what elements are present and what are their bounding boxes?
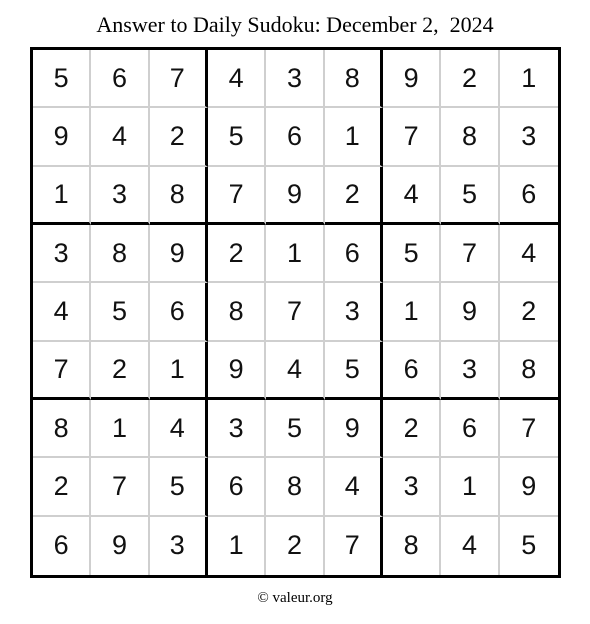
sudoku-cell: 7 [150,50,208,108]
sudoku-cell: 4 [325,458,383,516]
sudoku-cell: 7 [33,342,91,400]
sudoku-cell: 8 [91,225,149,283]
sudoku-cell: 9 [325,400,383,458]
sudoku-cell: 6 [33,517,91,575]
sudoku-cell: 8 [500,342,558,400]
sudoku-cell: 7 [266,283,324,341]
sudoku-cell: 9 [500,458,558,516]
sudoku-cell: 1 [500,50,558,108]
sudoku-cell: 2 [325,167,383,225]
sudoku-cell: 5 [33,50,91,108]
sudoku-cell: 5 [208,108,266,166]
sudoku-cell: 9 [266,167,324,225]
sudoku-cell: 3 [33,225,91,283]
sudoku-cell: 2 [500,283,558,341]
sudoku-cell: 7 [500,400,558,458]
sudoku-cell: 2 [33,458,91,516]
sudoku-cell: 6 [266,108,324,166]
sudoku-cell: 6 [91,50,149,108]
sudoku-cell: 9 [441,283,499,341]
sudoku-cell: 1 [150,342,208,400]
sudoku-cell: 9 [91,517,149,575]
sudoku-cell: 2 [266,517,324,575]
sudoku-cell: 1 [33,167,91,225]
sudoku-cell: 8 [208,283,266,341]
sudoku-cell: 8 [266,458,324,516]
sudoku-cell: 2 [91,342,149,400]
sudoku-cell: 3 [208,400,266,458]
sudoku-cell: 4 [266,342,324,400]
sudoku-cell: 9 [208,342,266,400]
sudoku-cell: 6 [500,167,558,225]
sudoku-cell: 5 [325,342,383,400]
sudoku-cell: 4 [150,400,208,458]
sudoku-cell: 3 [325,283,383,341]
sudoku-cell: 6 [383,342,441,400]
sudoku-cell: 9 [150,225,208,283]
sudoku-cell: 2 [383,400,441,458]
sudoku-cell: 6 [150,283,208,341]
sudoku-cell: 7 [91,458,149,516]
sudoku-cell: 4 [91,108,149,166]
sudoku-cell: 8 [150,167,208,225]
sudoku-cell: 7 [383,108,441,166]
sudoku-cell: 8 [325,50,383,108]
sudoku-cell: 6 [325,225,383,283]
sudoku-cell: 1 [383,283,441,341]
sudoku-cell: 3 [441,342,499,400]
sudoku-cell: 5 [150,458,208,516]
sudoku-grid [30,47,561,578]
sudoku-cell: 7 [441,225,499,283]
sudoku-cell: 4 [441,517,499,575]
sudoku-cell: 6 [208,458,266,516]
sudoku-cell: 1 [441,458,499,516]
sudoku-cell: 7 [325,517,383,575]
sudoku-cell: 5 [441,167,499,225]
sudoku-cell: 5 [266,400,324,458]
sudoku-cell: 3 [91,167,149,225]
page-title: Answer to Daily Sudoku: December 2, 2024 [96,12,494,37]
sudoku-cell: 2 [441,50,499,108]
sudoku-cell: 8 [441,108,499,166]
sudoku-cell: 2 [208,225,266,283]
sudoku-cell: 6 [441,400,499,458]
sudoku-cell: 9 [33,108,91,166]
sudoku-cell: 1 [91,400,149,458]
sudoku-cell: 9 [383,50,441,108]
sudoku-cell: 5 [521,530,537,561]
sudoku-cell: 5 [91,283,149,341]
sudoku-cell: 1 [325,108,383,166]
sudoku-cell: 2 [150,108,208,166]
sudoku-cell: 4 [500,225,558,283]
sudoku-cell: 8 [33,400,91,458]
sudoku-cell: 8 [383,517,441,575]
sudoku-cell: 3 [150,517,208,575]
copyright-footer: © valeur.org [257,590,333,606]
sudoku-cell: 3 [383,458,441,516]
sudoku-cell: 1 [208,517,266,575]
sudoku-cell: 3 [266,50,324,108]
sudoku-cell: 1 [266,225,324,283]
sudoku-cell: 5 [383,225,441,283]
sudoku-cell: 4 [208,50,266,108]
sudoku-cell: 7 [208,167,266,225]
sudoku-cell: 3 [500,108,558,166]
sudoku-cell: 4 [383,167,441,225]
sudoku-cell: 4 [33,283,91,341]
